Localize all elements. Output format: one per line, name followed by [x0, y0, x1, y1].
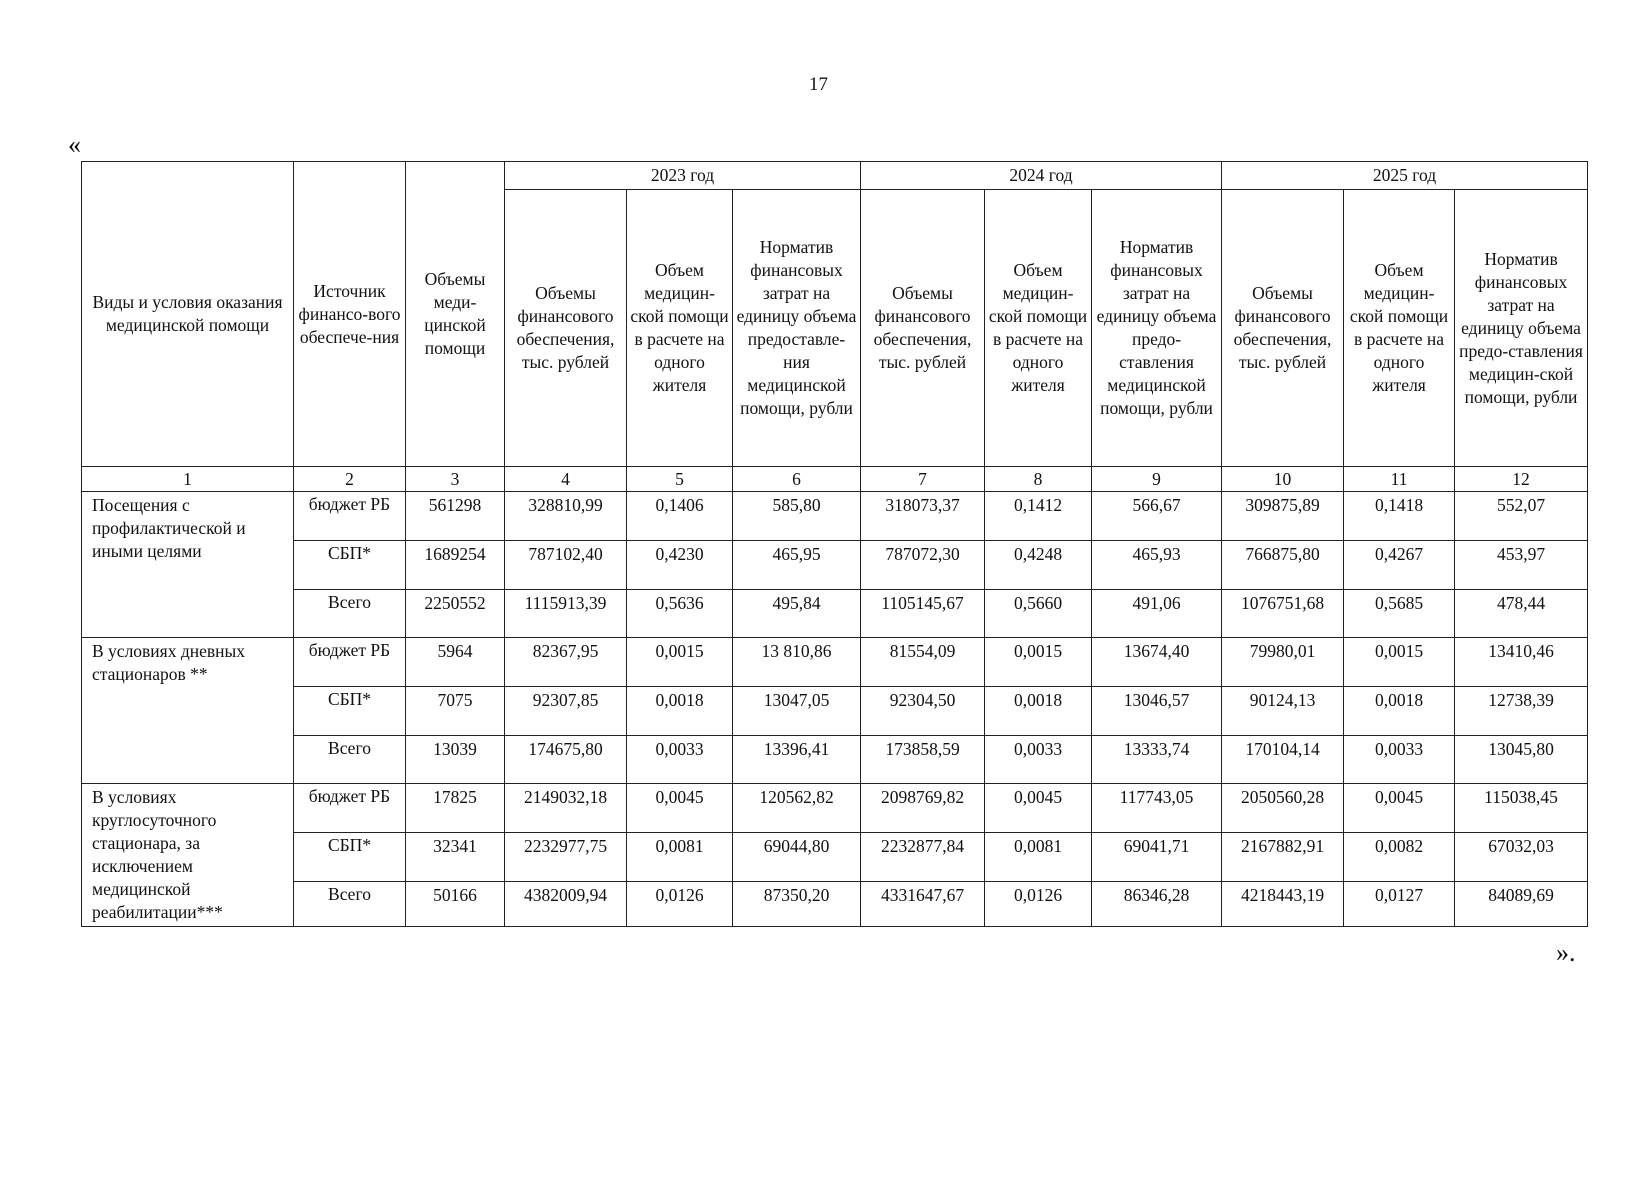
- table-cell: 84089,69: [1455, 882, 1588, 927]
- table-cell: 12738,39: [1455, 687, 1588, 736]
- table-cell: 309875,89: [1222, 492, 1344, 541]
- table-cell: 173858,59: [861, 736, 985, 784]
- header-volume: Объемы меди-цинской помощи: [406, 162, 505, 467]
- header-source: Источник финансо-вого обеспече-ния: [294, 162, 406, 467]
- table-cell-source: Всего: [294, 736, 406, 784]
- header-2023-fin: Объемы финансового обеспечения, тыс. рублей: [505, 190, 627, 467]
- table-cell: 0,0015: [627, 638, 733, 687]
- table-cell: 0,0018: [1344, 687, 1455, 736]
- table-cell: 1689254: [406, 541, 505, 590]
- table-cell: 787072,30: [861, 541, 985, 590]
- row-kind: В условиях круглосуточного стационара, за исключением медицинской реабилитации***: [82, 784, 294, 927]
- group-round-the-clock-hospital: [82, 784, 1588, 927]
- table-cell: 787102,40: [505, 541, 627, 590]
- table-cell: 67032,03: [1455, 833, 1588, 882]
- opening-quote: «: [68, 130, 81, 159]
- column-number-row: [82, 467, 1588, 492]
- column-number: 8: [985, 467, 1092, 492]
- closing-quote: ».: [1556, 938, 1576, 967]
- table-row: [82, 736, 1588, 784]
- table-cell: 0,1406: [627, 492, 733, 541]
- table-row: [82, 638, 1588, 687]
- table-cell: 81554,09: [861, 638, 985, 687]
- row-kind: Посещения с профилактической и иными целями: [82, 492, 294, 638]
- header-2025-fin: Объемы финансового обеспечения, тыс. рублей: [1222, 190, 1344, 467]
- table-cell: 453,97: [1455, 541, 1588, 590]
- table-cell-source: бюджет РБ: [294, 492, 406, 541]
- table-cell: 1115913,39: [505, 590, 627, 638]
- table-cell: 2149032,18: [505, 784, 627, 833]
- table-cell: 0,0045: [1344, 784, 1455, 833]
- header-2023-per: Объем медицин-ской помощи в расчете на одного жителя: [627, 190, 733, 467]
- table-cell: 0,4248: [985, 541, 1092, 590]
- group-day-hospitals: [82, 638, 1588, 784]
- table-cell: 0,0015: [985, 638, 1092, 687]
- table-cell: 13039: [406, 736, 505, 784]
- table-cell: 13045,80: [1455, 736, 1588, 784]
- table-cell: 4218443,19: [1222, 882, 1344, 927]
- table-cell: 2050560,28: [1222, 784, 1344, 833]
- page-number: 17: [809, 74, 828, 95]
- table-cell: 0,5685: [1344, 590, 1455, 638]
- column-number: 6: [733, 467, 861, 492]
- table-header: [82, 162, 1588, 467]
- table-cell: 491,06: [1092, 590, 1222, 638]
- table-cell: 13333,74: [1092, 736, 1222, 784]
- table-cell-source: Всего: [294, 590, 406, 638]
- table-cell: 0,4267: [1344, 541, 1455, 590]
- table-cell: 13046,57: [1092, 687, 1222, 736]
- column-number: 1: [82, 467, 294, 492]
- column-number: 11: [1344, 467, 1455, 492]
- column-number: 4: [505, 467, 627, 492]
- table-cell: 495,84: [733, 590, 861, 638]
- table-cell: 92304,50: [861, 687, 985, 736]
- table-cell: 766875,80: [1222, 541, 1344, 590]
- table-cell-source: СБП*: [294, 687, 406, 736]
- header-2024-per: Объем медицин-ской помощи в расчете на одного жителя: [985, 190, 1092, 467]
- table-cell: 115038,45: [1455, 784, 1588, 833]
- table-cell: 17825: [406, 784, 505, 833]
- table-cell: 82367,95: [505, 638, 627, 687]
- table-cell: 120562,82: [733, 784, 861, 833]
- column-number: 9: [1092, 467, 1222, 492]
- table-cell: 0,0126: [627, 882, 733, 927]
- table-cell: 0,4230: [627, 541, 733, 590]
- table-cell: 465,93: [1092, 541, 1222, 590]
- table-cell: 0,0018: [985, 687, 1092, 736]
- table-cell: 87350,20: [733, 882, 861, 927]
- table-cell: 4331647,67: [861, 882, 985, 927]
- table-cell: 7075: [406, 687, 505, 736]
- table-cell: 0,5660: [985, 590, 1092, 638]
- header-year-2025: 2025 год: [1222, 162, 1588, 190]
- table-cell: 69041,71: [1092, 833, 1222, 882]
- table-cell: 32341: [406, 833, 505, 882]
- header-2024-fin: Объемы финансового обеспечения, тыс. рублей: [861, 190, 985, 467]
- table-cell: 13396,41: [733, 736, 861, 784]
- table-cell: 478,44: [1455, 590, 1588, 638]
- table-cell: 585,80: [733, 492, 861, 541]
- table-cell: 5964: [406, 638, 505, 687]
- table-cell: 0,0081: [985, 833, 1092, 882]
- table-row: [82, 492, 1588, 541]
- table-cell: 0,0082: [1344, 833, 1455, 882]
- group-preventive-visits: [82, 492, 1588, 638]
- table-cell: 4382009,94: [505, 882, 627, 927]
- table-cell: 0,0033: [1344, 736, 1455, 784]
- table-cell: 0,0033: [627, 736, 733, 784]
- table-cell: 2232977,75: [505, 833, 627, 882]
- table-cell: 552,07: [1455, 492, 1588, 541]
- table-cell: 0,0081: [627, 833, 733, 882]
- table-cell: 0,5636: [627, 590, 733, 638]
- table-cell-source: СБП*: [294, 541, 406, 590]
- table-cell: 0,1418: [1344, 492, 1455, 541]
- table-cell: 0,1412: [985, 492, 1092, 541]
- table-cell: 13410,46: [1455, 638, 1588, 687]
- table-cell: 318073,37: [861, 492, 985, 541]
- header-year-2024: 2024 год: [861, 162, 1222, 190]
- column-number: 10: [1222, 467, 1344, 492]
- financing-table: [81, 161, 1588, 927]
- table-row: [82, 784, 1588, 833]
- table-row: [82, 882, 1588, 927]
- table-cell: 328810,99: [505, 492, 627, 541]
- table-cell: 13047,05: [733, 687, 861, 736]
- table-cell: 2250552: [406, 590, 505, 638]
- header-2025-norm: Норматив финансовых затрат на единицу объема предо-ставления медицин-ской помощи, рубли: [1455, 190, 1588, 467]
- table-row: [82, 590, 1588, 638]
- table-cell: 170104,14: [1222, 736, 1344, 784]
- row-kind: В условиях дневных стационаров **: [82, 638, 294, 784]
- header-2024-norm: Норматив финансовых затрат на единицу объема предо-ставления медицинской помощи, рубли: [1092, 190, 1222, 467]
- table-cell: 566,67: [1092, 492, 1222, 541]
- table-row: [82, 833, 1588, 882]
- table-cell: 174675,80: [505, 736, 627, 784]
- table-cell: 0,0045: [627, 784, 733, 833]
- table-row: [82, 687, 1588, 736]
- table-cell: 13 810,86: [733, 638, 861, 687]
- table-cell: 69044,80: [733, 833, 861, 882]
- table-cell: 50166: [406, 882, 505, 927]
- header-kind: Виды и условия оказания медицинской помощи: [82, 162, 294, 467]
- table-cell: 0,0126: [985, 882, 1092, 927]
- table-cell: 2232877,84: [861, 833, 985, 882]
- header-2023-norm: Норматив финансовых затрат на единицу объема предоставле-ния медицинской помощи, рубли: [733, 190, 861, 467]
- table-cell-source: Всего: [294, 882, 406, 927]
- table-cell: 561298: [406, 492, 505, 541]
- header-2025-per: Объем медицин-ской помощи в расчете на одного жителя: [1344, 190, 1455, 467]
- column-number: 12: [1455, 467, 1588, 492]
- table-cell-source: бюджет РБ: [294, 638, 406, 687]
- table-row: [82, 541, 1588, 590]
- table-cell: 0,0015: [1344, 638, 1455, 687]
- table-cell-source: бюджет РБ: [294, 784, 406, 833]
- table-cell: 0,0033: [985, 736, 1092, 784]
- table-cell: 13674,40: [1092, 638, 1222, 687]
- column-number: 7: [861, 467, 985, 492]
- header-year-2023: 2023 год: [505, 162, 861, 190]
- column-number: 5: [627, 467, 733, 492]
- table-cell: 90124,13: [1222, 687, 1344, 736]
- table-cell-source: СБП*: [294, 833, 406, 882]
- table-cell: 1105145,67: [861, 590, 985, 638]
- table-cell: 79980,01: [1222, 638, 1344, 687]
- table-cell: 0,0018: [627, 687, 733, 736]
- table-cell: 1076751,68: [1222, 590, 1344, 638]
- table-cell: 0,0127: [1344, 882, 1455, 927]
- table-cell: 0,0045: [985, 784, 1092, 833]
- table-cell: 86346,28: [1092, 882, 1222, 927]
- table-cell: 92307,85: [505, 687, 627, 736]
- table-cell: 2098769,82: [861, 784, 985, 833]
- column-number: 3: [406, 467, 505, 492]
- table-cell: 2167882,91: [1222, 833, 1344, 882]
- table-cell: 465,95: [733, 541, 861, 590]
- table-cell: 117743,05: [1092, 784, 1222, 833]
- column-number: 2: [294, 467, 406, 492]
